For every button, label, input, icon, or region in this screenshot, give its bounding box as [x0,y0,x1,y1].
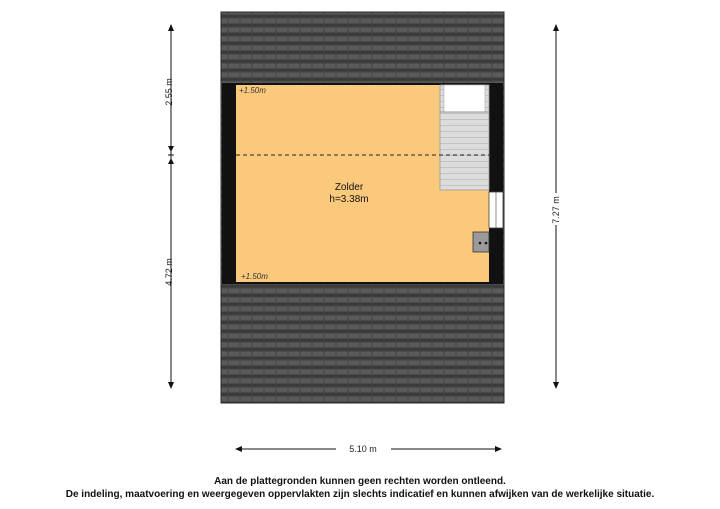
dimension-right-label: 7.27 m [551,196,561,224]
disclaimer-line-2: De indeling, maatvoering en weergegeven oppervlakten zijn slechts indicatief en kunnen afwijken van de werkelijke situatie. [65,489,655,500]
wall-right [489,83,503,284]
dimension-bottom-label: 5.10 m [349,444,377,454]
stairwell [440,85,489,190]
disclaimer-line-1: Aan de plattegronden kunnen geen rechten worden ontleend. [214,476,506,487]
wall-left [222,83,236,284]
utility-unit [473,232,489,252]
level-label-top: +1.50m [239,86,266,95]
window [489,192,503,228]
level-label-bottom: +1.50m [241,272,268,281]
room-name: Zolder [334,182,364,193]
wall-bottom [236,282,489,284]
dimension-left-lower: 4.72 m [164,258,174,286]
room-height: h=3.38m [329,194,369,205]
dimension-left-upper: 2.55 m [164,78,174,106]
